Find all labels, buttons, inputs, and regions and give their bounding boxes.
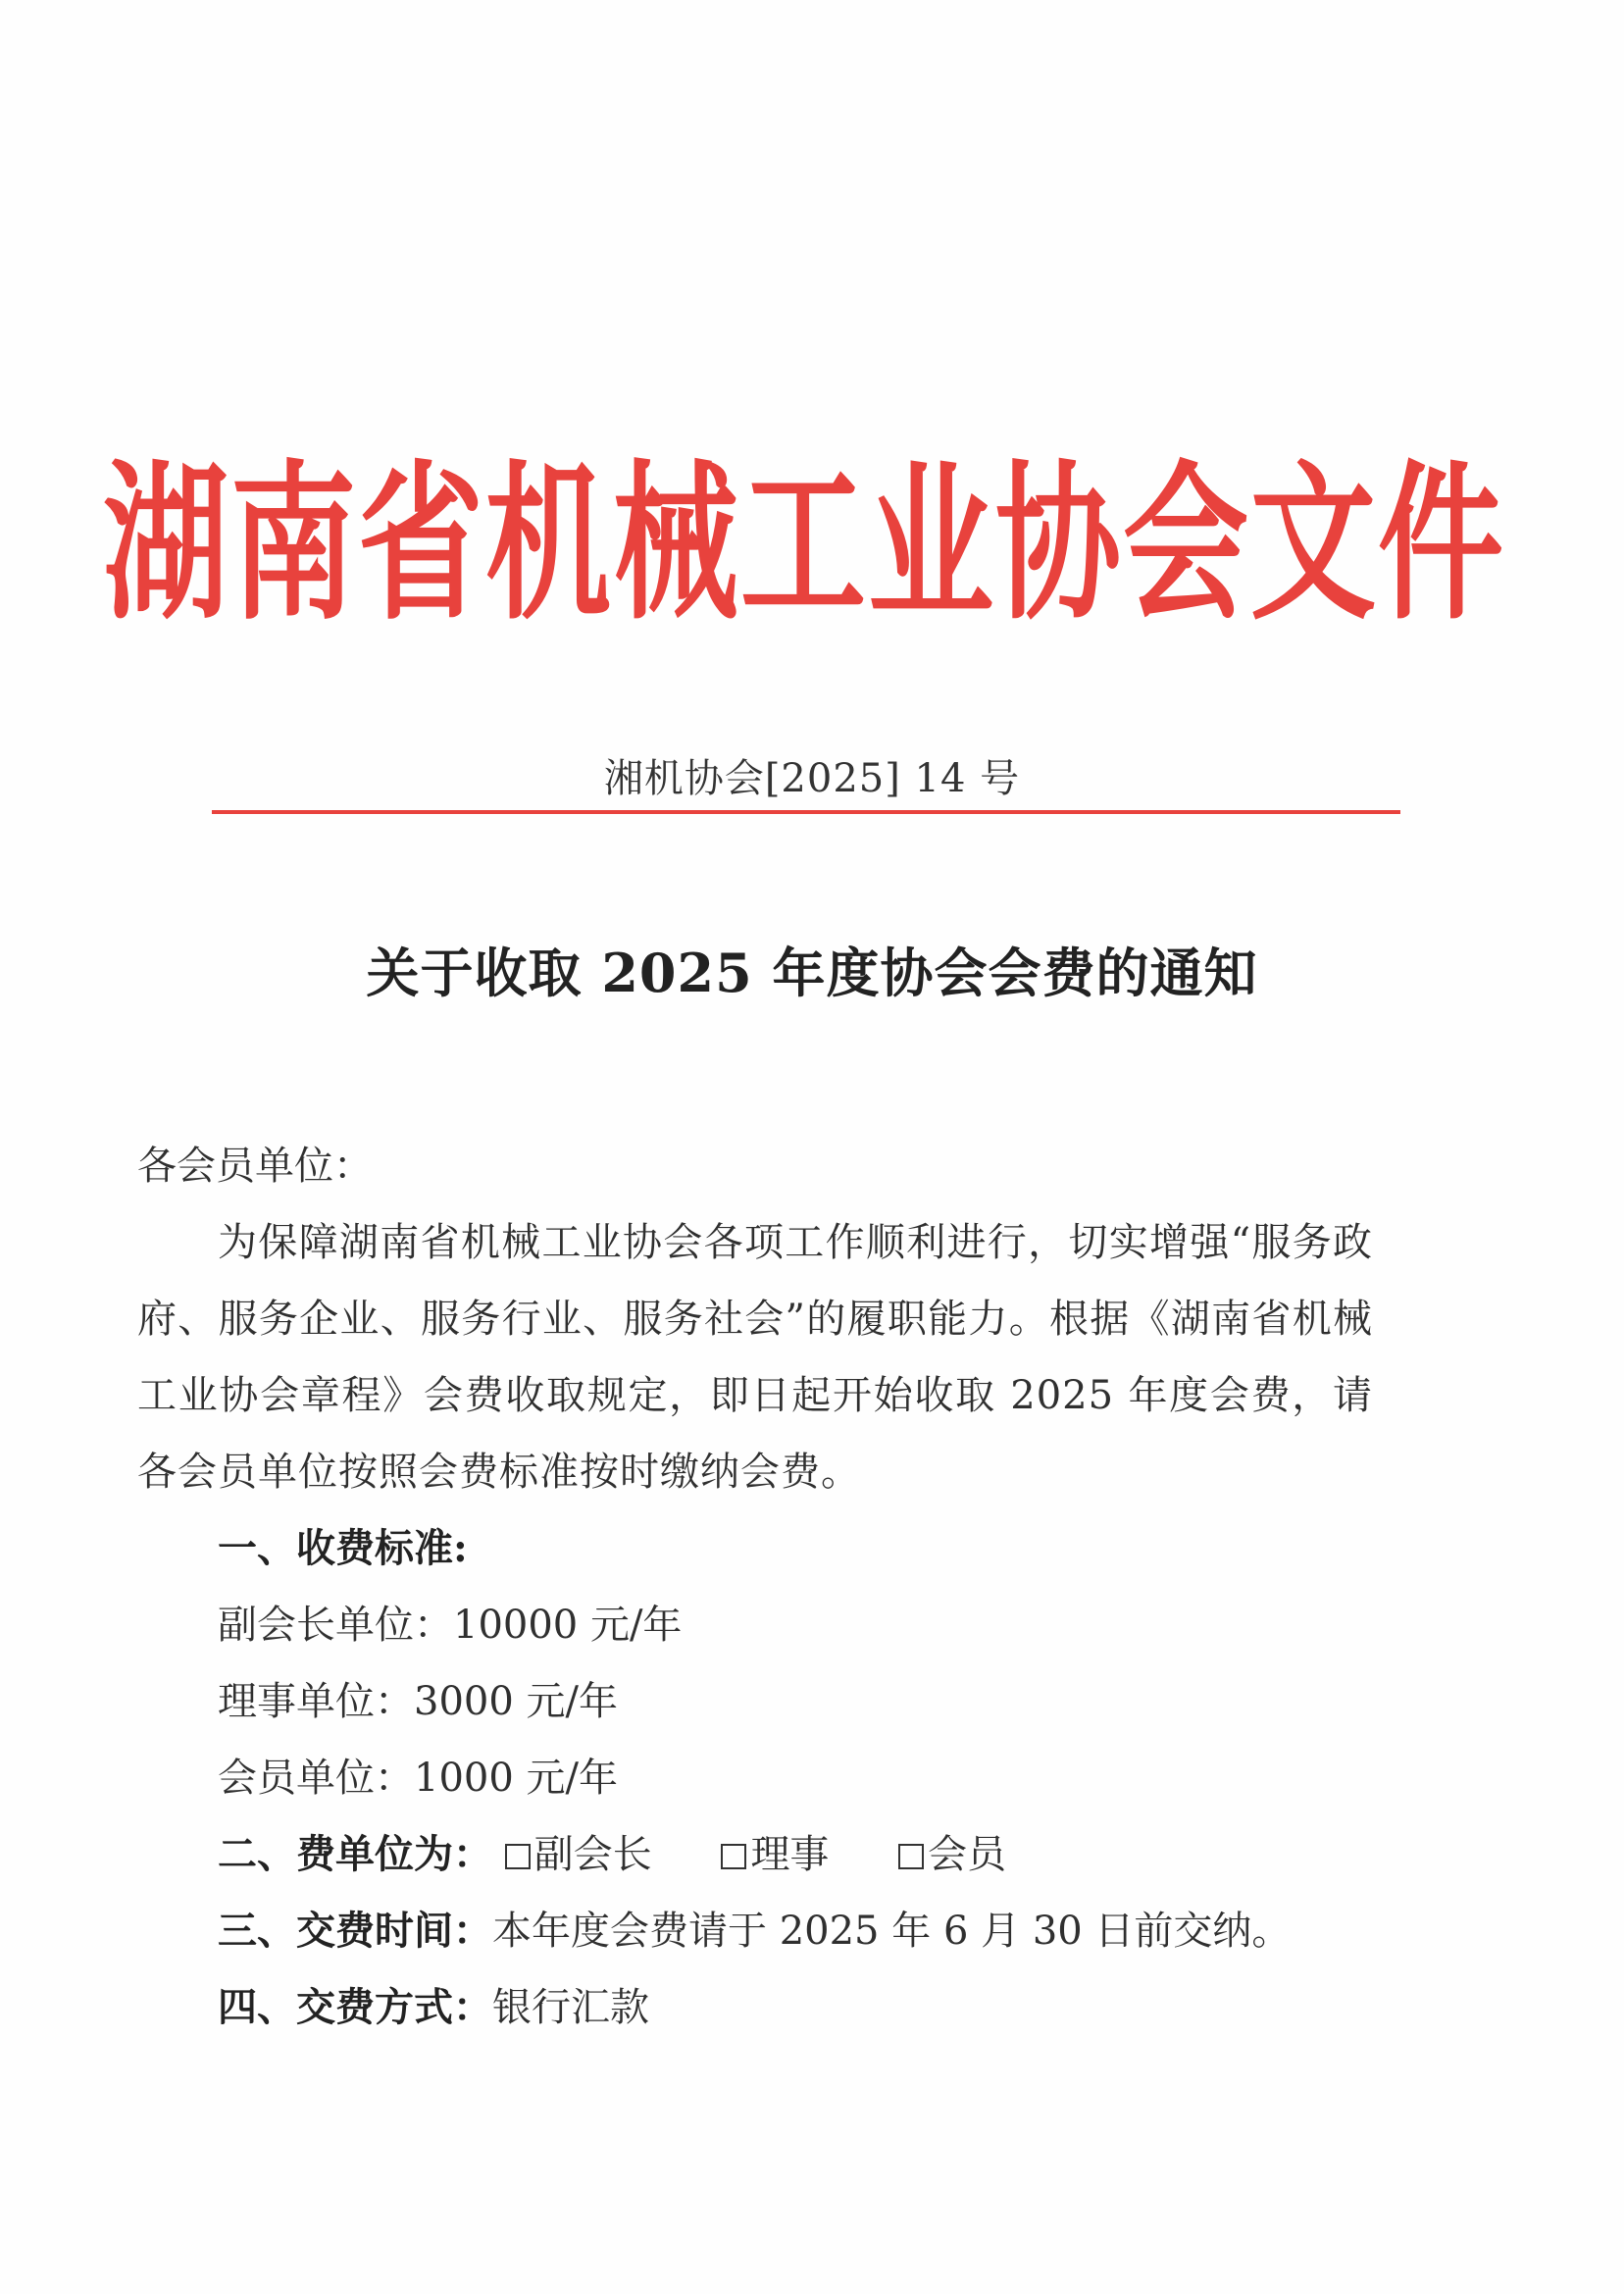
section-1-heading: 一、收费标准: [218, 1525, 468, 1571]
option-label-member: 会员 [928, 1832, 1007, 1877]
red-divider [212, 810, 1400, 814]
fee-item-director: 理事单位：3000 元/年 [218, 1679, 618, 1724]
section-4-heading: 四、交费方式： [218, 1984, 492, 2030]
checkbox-director[interactable] [721, 1844, 746, 1869]
notice-title: 关于收取 2025 年度协会会费的通知 [366, 942, 1258, 1004]
option-label-director: 理事 [750, 1832, 830, 1877]
masthead-title: 湖南省机械工业协会文件 [103, 444, 1506, 644]
document-number: 湘机协会[2025] 14 号 [603, 756, 1021, 801]
fee-item-vice-president: 副会长单位：10000 元/年 [218, 1603, 683, 1648]
section-4-row [137, 1969, 1373, 2046]
salutation: 各会员单位： [137, 1144, 373, 1189]
masthead [103, 444, 1506, 644]
option-member[interactable] [898, 1816, 1006, 1893]
payment-deadline: 本年度会费请于 2025 年 6 月 30 日前交纳。 [492, 1909, 1292, 1954]
payment-method: 银行汇款 [492, 1985, 649, 2030]
checkbox-vice-president[interactable] [505, 1844, 531, 1869]
section-3-row [137, 1893, 1373, 1969]
section-3-heading: 三、交费时间： [218, 1908, 492, 1954]
option-director[interactable] [721, 1816, 829, 1893]
section-2-heading: 二、费单位为： [218, 1831, 492, 1877]
checkbox-member[interactable] [898, 1844, 924, 1869]
intro-paragraph: 为保障湖南省机械工业协会各项工作顺利进行，切实增强“服务政府、服务企业、服务行业、服务社会”的履职能力。根据《湖南省机械工业协会章程》会费收取规定，即日起开始收取 2025 年度会费，请各会员单位按照会费标准按时缴纳会费。 [137, 1220, 1373, 1495]
notice-body [137, 1128, 1373, 2046]
option-label-vice-president: 副会长 [533, 1832, 652, 1877]
fee-item-member: 会员单位：1000 元/年 [218, 1756, 618, 1801]
section-2-row [137, 1816, 1373, 1893]
option-vice-president[interactable] [505, 1816, 652, 1893]
